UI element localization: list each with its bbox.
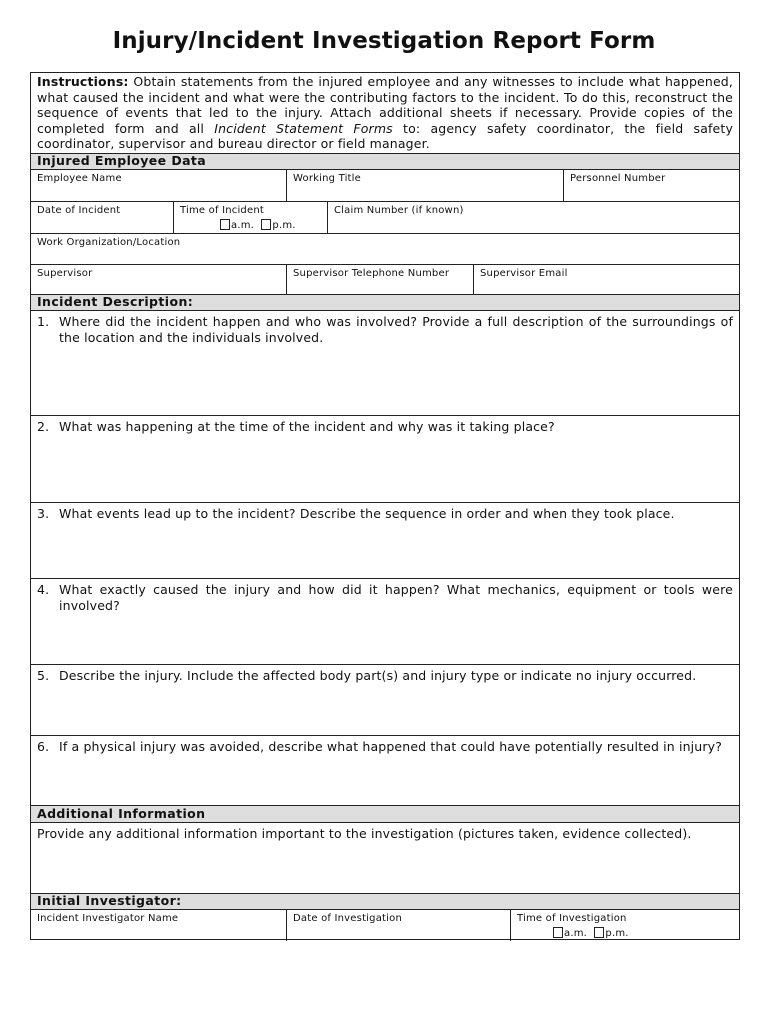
question-2-number: 2. xyxy=(37,419,50,434)
instructions-italic: Incident Statement Forms xyxy=(214,120,393,136)
investigation-pm-label: p.m. xyxy=(605,928,629,939)
incident-description-header: Incident Description: xyxy=(31,295,739,311)
investigation-time-field[interactable] xyxy=(510,910,739,941)
question-5-number: 5. xyxy=(37,668,50,683)
investigation-date-field[interactable] xyxy=(286,910,510,941)
investigation-date-label: Date of Investigation xyxy=(293,913,402,924)
investigation-time-label: Time of Investigation xyxy=(517,913,627,924)
employee-data-header: Injured Employee Data xyxy=(31,154,739,170)
employee-row-2 xyxy=(31,202,739,234)
supervisor-email-field[interactable] xyxy=(473,265,739,294)
initial-investigator-header: Initial Investigator: xyxy=(31,894,739,910)
report-form xyxy=(30,72,740,940)
time-of-incident-ampm xyxy=(220,219,296,231)
question-5-text: Describe the injury. Include the affected body part(s) and injury type or indicate no injury occurred. xyxy=(59,668,697,683)
question-4-text: What exactly caused the injury and how did it happen? What mechanics, equipment or tools were involved? xyxy=(59,582,733,613)
employee-name-label: Employee Name xyxy=(37,173,122,184)
working-title-field[interactable] xyxy=(286,170,563,201)
investigation-time-ampm xyxy=(553,927,629,939)
personnel-number-field[interactable] xyxy=(563,170,739,201)
instructions-block xyxy=(31,73,739,154)
question-1-number: 1. xyxy=(37,314,50,329)
investigation-am-label: a.m. xyxy=(564,928,588,939)
question-3[interactable] xyxy=(31,503,739,579)
employee-name-field[interactable] xyxy=(31,170,286,201)
additional-info-field[interactable] xyxy=(31,823,739,894)
question-4-number: 4. xyxy=(37,582,50,597)
investigation-am-checkbox[interactable] xyxy=(553,927,563,938)
date-of-incident-label: Date of Incident xyxy=(37,205,121,216)
instructions-text-2: to: agency safety coordinator, the field safety coordinator, supervisor and bureau director or field manager. xyxy=(37,120,733,151)
question-6-number: 6. xyxy=(37,739,50,754)
claim-number-field[interactable] xyxy=(327,202,739,233)
question-1[interactable] xyxy=(31,311,739,416)
employee-row-3 xyxy=(31,234,739,265)
supervisor-phone-label: Supervisor Telephone Number xyxy=(293,268,450,279)
additional-info-text: Provide any additional information important to the investigation (pictures taken, evidence collected). xyxy=(37,826,692,841)
instructions-label: Instructions: xyxy=(37,74,129,89)
work-org-field[interactable] xyxy=(31,234,739,264)
question-2-text: What was happening at the time of the incident and why was it taking place? xyxy=(59,419,555,434)
question-3-text: What events lead up to the incident? Describe the sequence in order and when they took place. xyxy=(59,506,675,521)
personnel-number-label: Personnel Number xyxy=(570,173,666,184)
investigator-name-field[interactable] xyxy=(31,910,286,941)
employee-row-1 xyxy=(31,170,739,202)
supervisor-field[interactable] xyxy=(31,265,286,294)
question-6-text: If a physical injury was avoided, describe what happened that could have potentially resulted in injury? xyxy=(59,739,722,754)
investigation-pm-checkbox[interactable] xyxy=(594,927,604,938)
supervisor-email-label: Supervisor Email xyxy=(480,268,568,279)
additional-info-header: Additional Information xyxy=(31,806,739,823)
question-6[interactable] xyxy=(31,736,739,806)
form-title: Injury/Incident Investigation Report Form xyxy=(112,28,656,54)
time-of-incident-field[interactable] xyxy=(173,202,327,233)
supervisor-label: Supervisor xyxy=(37,268,93,279)
investigator-name-label: Incident Investigator Name xyxy=(37,913,179,924)
supervisor-phone-field[interactable] xyxy=(286,265,473,294)
working-title-label: Working Title xyxy=(293,173,361,184)
am-checkbox[interactable] xyxy=(220,219,230,230)
question-2[interactable] xyxy=(31,416,739,503)
date-of-incident-field[interactable] xyxy=(31,202,173,233)
pm-checkbox[interactable] xyxy=(261,219,271,230)
pm-label: p.m. xyxy=(272,220,296,231)
work-org-label: Work Organization/Location xyxy=(37,237,181,248)
time-of-incident-label: Time of Incident xyxy=(180,205,264,216)
question-4[interactable] xyxy=(31,579,739,665)
claim-number-label: Claim Number (if known) xyxy=(334,205,464,216)
instructions-text-1: Obtain statements from the injured employee and any witnesses to include what happened, what caused the incident and what were the contributing factors to the incident. To do this, reconstruct the sequence of events that led to the injury. Attach additional sheets if necessary. Provide copies of the completed form and all xyxy=(37,74,733,136)
question-1-text: Where did the incident happen and who was involved? Provide a full description of the surroundings of the location and the individuals involved. xyxy=(59,314,733,345)
question-3-number: 3. xyxy=(37,506,50,521)
am-label: a.m. xyxy=(231,220,255,231)
question-5[interactable] xyxy=(31,665,739,736)
investigator-row xyxy=(31,910,739,941)
employee-row-4 xyxy=(31,265,739,295)
